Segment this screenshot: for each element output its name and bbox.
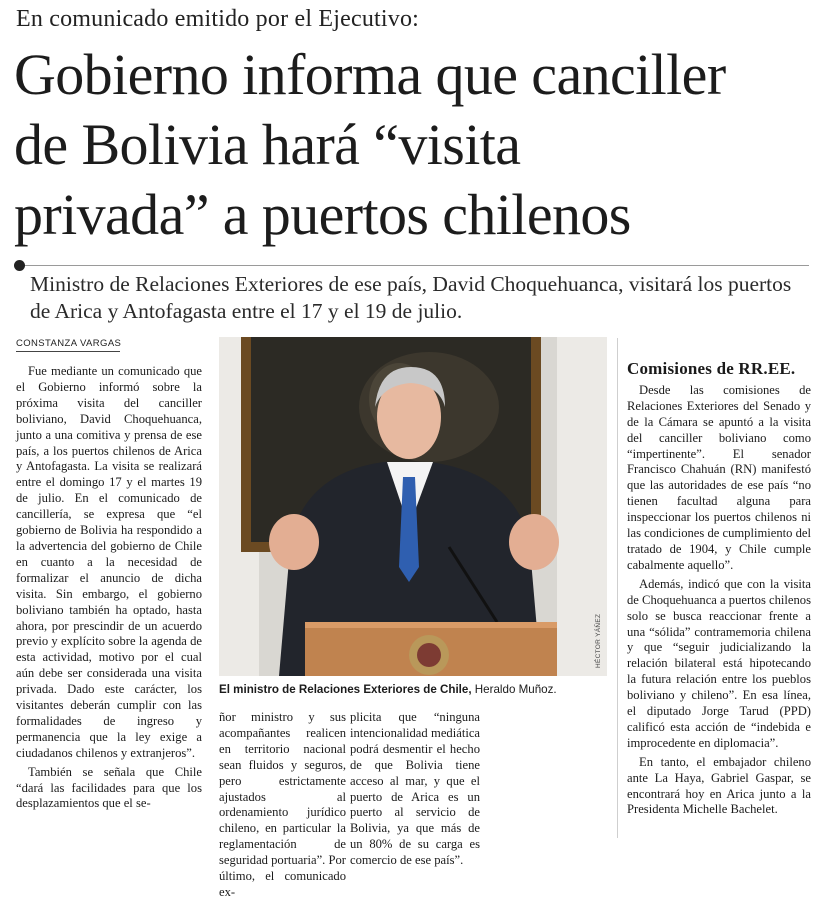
- photo-illustration: [219, 337, 607, 676]
- sidebar-paragraph-3: En tanto, el embajador chileno ante La Haya, Gabriel Gaspar, se encontrará hoy en Arica junto a la Presidenta Michelle Bachelet.: [627, 754, 811, 817]
- headline: [14, 40, 814, 250]
- rule-bullet: [14, 260, 25, 271]
- news-photo: [219, 337, 607, 676]
- body-column-2: [219, 710, 346, 901]
- photo-caption: [219, 683, 619, 696]
- sidebar-title: Comisiones de RR.EE.: [627, 359, 796, 378]
- body-paragraph-4: plicita que “ninguna intencionalidad mediática podrá desmentir el hecho de que Bolivia tiene acceso al mar, y que el puerto de Arica es un puerto al servicio de Bolivia, ya que más de un 80% de su carga es comercio de ese país”.: [350, 710, 480, 868]
- body-column-1: [16, 364, 202, 812]
- headline-line-3: privada” a puertos chilenos: [14, 182, 631, 247]
- headline-line-1: Gobierno informa que canciller: [14, 42, 726, 107]
- sidebar-column: [627, 361, 811, 818]
- sidebar-paragraph-2: Además, indicó que con la visita de Choquehuanca a puertos chilenos solo se busca reaccionar frente a una “sólida” contramemoria chilena y que “seguir judicializando la relación bilateral está hipotecando la futura relación entre los pueblos boliviano y chileno”. En esa línea, el diputado Jorge Tarud (PPD) calificó esta acción de “indebida e improcedente en diplomacia”.: [627, 576, 811, 750]
- byline: CONSTANZA VARGAS: [16, 338, 121, 352]
- column-divider: [617, 338, 618, 838]
- sidebar-paragraph-1: Desde las comisiones de Relaciones Exteriores del Senado y de la Cámara se apuntó a la visita del canciller boliviano como “impertinente”. El senador Francisco Chahuán (RN) manifestó que las autoridades de ese país “no tienen facultad alguna para inspeccionar los puertos chilenos ni las condiciones de cumplimiento del tratado de 1904, y Chile cumple cabalmente aquello”.: [627, 382, 811, 572]
- body-column-3: [350, 710, 480, 869]
- photo-credit: HÉCTOR YÁÑEZ: [595, 613, 602, 668]
- dek: Ministro de Relaciones Exteriores de ese país, David Choquehuanca, visitará los puertos de Arica y Antofagasta entre el 17 y el 19 de julio.: [30, 272, 792, 323]
- caption-bold: El ministro de Relaciones Exteriores de Chile,: [219, 683, 472, 696]
- caption-rest: Heraldo Muñoz.: [471, 683, 557, 696]
- body-paragraph-1: Fue mediante un comunicado que el Gobierno informó sobre la próxima visita del canciller boliviano, David Choquehuanca, junto a una comitiva y prensa de ese país, a los puertos chilenos de Arica y Antofagasta. La visita se realizará entre el domingo 17 y el martes 19 de julio. En el comunicado de cancillería, se expresa que “el gobierno de Bolivia ha respondido a la advertencia del gobierno de Chile en cuanto a la necesidad de formalizar el anuncio de dicha visita. Sin embargo, el gobierno boliviano también ha optado, hasta ahora, por prescindir de un acuerdo previo y explícito sobre la agenda de esta actividad, motivo por el cual aún debe ser considerada una visita privada. Dado este carácter, los visitantes deberán cumplir con las formalidades de ingreso y permanencia que la ley exige a ciudadanos chilenos y extranjeros”.: [16, 364, 202, 760]
- body-paragraph-2: También se señala que Chile “dará las facilidades para que los desplazamientos que el se-: [16, 764, 202, 811]
- body-paragraph-3: ñor ministro y sus acompañantes realicen en territorio nacional sean fluidos y seguros, pero estrictamente ajustados al ordenamiento jurídico chileno, en particular la reglamentación de seguridad portuaria”. Por último, el comunicado ex-: [219, 710, 346, 899]
- headline-line-2: de Bolivia hará “visita: [14, 112, 521, 177]
- headline-rule: [16, 265, 809, 266]
- kicker: En comunicado emitido por el Ejecutivo:: [16, 6, 420, 32]
